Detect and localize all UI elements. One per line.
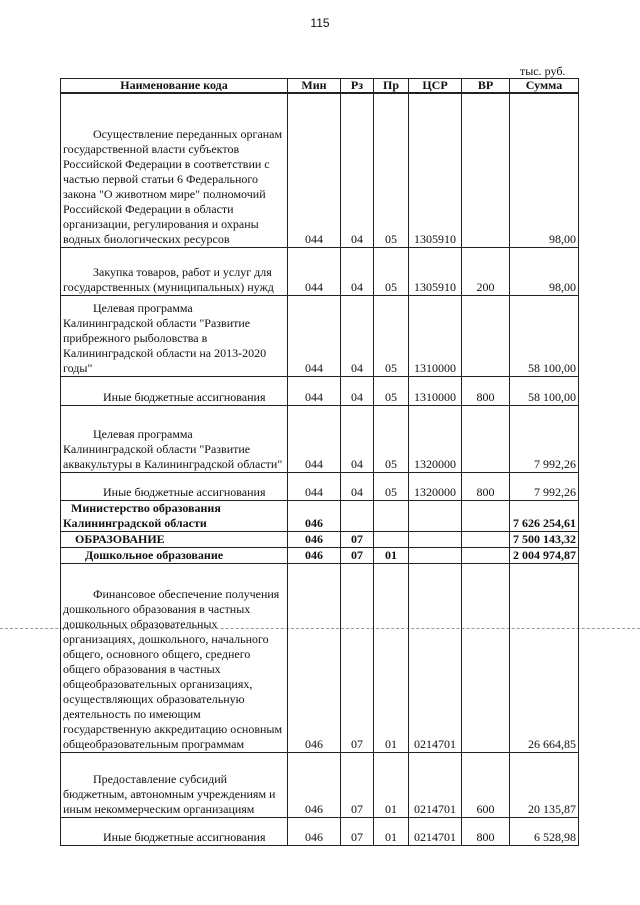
table-row <box>61 752 579 817</box>
row-vr <box>462 563 510 752</box>
header-sum: Сумма <box>510 79 579 94</box>
table-row <box>61 93 579 247</box>
row-name-lead: Финансовое обеспечение <box>93 586 223 601</box>
row-min: 046 <box>288 531 341 547</box>
row-rz: 04 <box>341 247 374 295</box>
row-name <box>61 531 288 547</box>
row-vr <box>462 93 510 247</box>
header-vr: ВР <box>462 79 510 94</box>
row-name <box>61 563 288 752</box>
row-csr: 1310000 <box>409 295 462 376</box>
table-row <box>61 817 579 845</box>
row-name-rest: органам государственной власти субъектов Российской Федерации в соответствии с частью первой статьи 6 Федерального закона "О животном мире" полномочий Российской Федерации в области организации, регулирования и охраны водных биологических ресурсов <box>63 126 283 246</box>
row-name <box>61 405 288 472</box>
row-pr: 05 <box>374 93 409 247</box>
row-csr: 0214701 <box>409 563 462 752</box>
row-min: 046 <box>288 752 341 817</box>
row-pr <box>374 500 409 531</box>
budget-table <box>60 78 579 846</box>
row-name-lead: Министерство образования <box>71 500 221 515</box>
header-rz: Рз <box>341 79 374 94</box>
row-pr: 05 <box>374 472 409 500</box>
row-csr <box>409 500 462 531</box>
row-name-rest: Калининградской области "Развитие аквакультуры в Калининградской области" <box>63 441 283 471</box>
table-row <box>61 500 579 531</box>
page-number: 115 <box>310 16 330 30</box>
row-rz: 04 <box>341 295 374 376</box>
row-vr: 800 <box>462 472 510 500</box>
table-header-row <box>61 79 579 94</box>
row-rz: 07 <box>341 531 374 547</box>
row-rz: 07 <box>341 817 374 845</box>
row-rz: 07 <box>341 547 374 563</box>
row-name-lead: Дошкольное образование <box>85 547 224 562</box>
header-csr: ЦСР <box>409 79 462 94</box>
row-csr: 1310000 <box>409 376 462 405</box>
table-row <box>61 295 579 376</box>
row-sum: 7 992,26 <box>510 472 579 500</box>
row-name-lead: Иные бюджетные ассигнования <box>103 389 266 404</box>
row-name <box>61 500 288 531</box>
row-name-rest: для государственных (муниципальных) нужд <box>63 264 274 294</box>
row-name <box>61 817 288 845</box>
row-name-lead: Предоставление субсидий <box>93 771 228 786</box>
row-vr: 800 <box>462 376 510 405</box>
row-min: 046 <box>288 563 341 752</box>
row-min: 044 <box>288 93 341 247</box>
row-rz: 07 <box>341 752 374 817</box>
row-min: 044 <box>288 472 341 500</box>
row-name-lead: Целевая программа <box>93 426 193 441</box>
table-row <box>61 376 579 405</box>
row-csr: 0214701 <box>409 817 462 845</box>
header-min: Мин <box>288 79 341 94</box>
row-pr: 05 <box>374 376 409 405</box>
row-pr: 01 <box>374 817 409 845</box>
row-vr: 800 <box>462 817 510 845</box>
row-name <box>61 752 288 817</box>
row-pr: 01 <box>374 752 409 817</box>
row-sum: 98,00 <box>510 247 579 295</box>
row-vr <box>462 500 510 531</box>
row-rz: 07 <box>341 563 374 752</box>
row-name-lead: Закупка товаров, работ и услуг <box>93 264 252 279</box>
row-min: 044 <box>288 295 341 376</box>
row-vr: 200 <box>462 247 510 295</box>
row-sum: 7 992,26 <box>510 405 579 472</box>
row-csr: 1320000 <box>409 405 462 472</box>
row-min: 046 <box>288 547 341 563</box>
row-csr: 1320000 <box>409 472 462 500</box>
row-vr <box>462 295 510 376</box>
row-csr: 1305910 <box>409 247 462 295</box>
row-pr: 05 <box>374 405 409 472</box>
table-row <box>61 547 579 563</box>
row-csr: 0214701 <box>409 752 462 817</box>
row-sum: 7 626 254,61 <box>510 500 579 531</box>
row-rz: 04 <box>341 472 374 500</box>
row-vr <box>462 547 510 563</box>
row-name-lead: ОБРАЗОВАНИЕ <box>75 531 165 546</box>
unit-note: тыс. руб. <box>520 64 566 78</box>
row-sum: 2 004 974,87 <box>510 547 579 563</box>
table-row <box>61 531 579 547</box>
row-name-rest: Калининградской области <box>63 515 207 530</box>
row-rz <box>341 500 374 531</box>
row-name <box>61 247 288 295</box>
row-min: 044 <box>288 247 341 295</box>
row-vr: 600 <box>462 752 510 817</box>
row-min: 044 <box>288 405 341 472</box>
row-pr: 01 <box>374 547 409 563</box>
row-min: 044 <box>288 376 341 405</box>
row-vr <box>462 405 510 472</box>
row-pr <box>374 531 409 547</box>
row-csr <box>409 531 462 547</box>
row-sum: 20 135,87 <box>510 752 579 817</box>
row-name-rest: бюджетным, автономным учреждениям и иным некоммерческим организациям <box>63 786 276 816</box>
row-csr <box>409 547 462 563</box>
row-sum: 98,00 <box>510 93 579 247</box>
row-sum: 7 500 143,32 <box>510 531 579 547</box>
row-name-lead: Осуществление переданных <box>93 126 238 141</box>
row-sum: 58 100,00 <box>510 376 579 405</box>
table-row <box>61 405 579 472</box>
row-min: 046 <box>288 817 341 845</box>
row-name-lead: Иные бюджетные ассигнования <box>103 484 266 499</box>
row-name <box>61 376 288 405</box>
table-row <box>61 247 579 295</box>
row-name <box>61 295 288 376</box>
row-pr: 05 <box>374 295 409 376</box>
row-vr <box>462 531 510 547</box>
row-sum: 26 664,85 <box>510 563 579 752</box>
row-name-lead: Иные бюджетные ассигнования <box>103 829 266 844</box>
row-rz: 04 <box>341 376 374 405</box>
row-sum: 58 100,00 <box>510 295 579 376</box>
row-name <box>61 93 288 247</box>
row-name-rest: Калининградской области "Развитие прибрежного рыболовства в Калининградской области на 2013-2020 годы" <box>63 315 267 375</box>
row-csr: 1305910 <box>409 93 462 247</box>
row-name <box>61 472 288 500</box>
row-name <box>61 547 288 563</box>
header-name: Наименование кода <box>61 79 288 94</box>
row-name-lead: Целевая программа <box>93 300 193 315</box>
row-rz: 04 <box>341 93 374 247</box>
row-min: 046 <box>288 500 341 531</box>
row-pr: 05 <box>374 247 409 295</box>
row-sum: 6 528,98 <box>510 817 579 845</box>
header-pr: Пр <box>374 79 409 94</box>
table-row <box>61 472 579 500</box>
row-pr: 01 <box>374 563 409 752</box>
row-name-rest: получения дошкольного образования в частных дошкольных образовательных организациях, дошкольного, начального общего, основного общего, среднего общего образования в частных общеобразовательных организациях, осуществляющих образовательную деятельность по имеющим государственную аккредитацию основным общеобразовательным программам <box>63 586 283 751</box>
table-row <box>61 563 579 752</box>
row-rz: 04 <box>341 405 374 472</box>
